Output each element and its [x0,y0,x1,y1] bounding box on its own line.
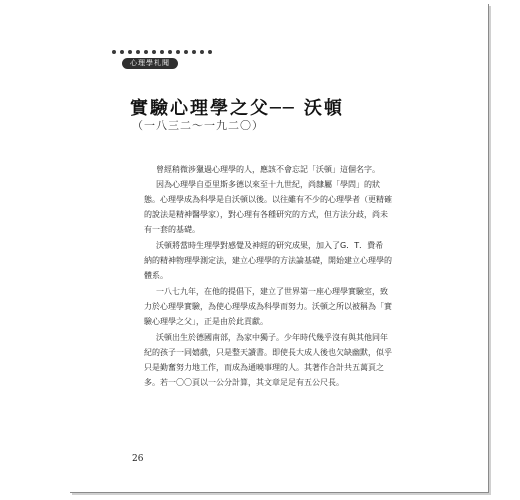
page-number: 26 [132,454,144,464]
ornament-dot [136,50,140,54]
paragraph [144,162,456,237]
ornament-dot [152,50,156,54]
text-line: 力於心理學實驗，為使心理學成為科學而努力。沃頓之所以被稱為「實 [144,302,392,311]
paragraph [144,330,456,390]
ornament-dot [128,50,132,54]
book-page [70,4,489,493]
ornament-dot [208,50,212,54]
ornament-dot [160,50,164,54]
text-line: 驗心理學之父」，正是由於此貢獻。 [144,317,268,326]
text-line: 紀的孩子一同嬉戲，只是整天讀書。即使長大成人後也欠缺幽默，似乎 [144,348,392,357]
paragraph [144,238,456,283]
ornament-dot [168,50,172,54]
text-line: 有一套的基礎。 [144,225,200,234]
paragraph [144,284,456,329]
ornament-dot [200,50,204,54]
text-line: 態。心理學成為科學是自沃頓以後。以往雖有不少的心理學者（更精確 [144,195,392,204]
text-line: 沃頓出生於德國南部，為家中獨子。少年時代幾乎沒有與其他同年 [156,333,388,342]
text-line: 納的精神物理學測定法，建立心理學的方法論基礎，開始建立心理學的 [144,256,392,265]
chapter-title: 實驗心理學之父── 沃頓 [130,98,344,119]
text-line: 多。若一〇〇頁以一公分計算，其文章足足有五公尺長。 [144,378,344,387]
ornament-dot [184,50,188,54]
text-line: 沃頓將當時生理學對感覺及神經的研究成果，加入了G．T．費希 [156,241,384,250]
chapter-dates: （一八三二〜一九二〇） [132,119,264,132]
header-dot-ornament [112,50,212,54]
text-line: 曾經稍微涉獵過心理學的人，應該不會忘記「沃頓」這個名字。 [156,165,380,174]
ornament-dot [112,50,116,54]
ornament-dot [144,50,148,54]
text-line: 體系。 [144,271,168,280]
ornament-dot [176,50,180,54]
body-text [144,162,456,391]
text-line: 只是勤奮努力地工作，而成為通曉事理的人。其著作合計共五萬頁之 [144,363,384,372]
ornament-dot [120,50,124,54]
text-line: 因為心理學自亞里斯多德以來至十九世紀，尚隸屬「學問」的狀 [156,180,380,189]
series-label: 心理學札聞 [122,58,178,69]
ornament-dot [192,50,196,54]
text-line: 一八七九年，在他的提倡下，建立了世界第一座心理學實驗室，致 [156,287,388,296]
text-line: 的說法是精神醫學家），對心理有各種研究的方式，但方法分歧，尚未 [144,210,388,219]
